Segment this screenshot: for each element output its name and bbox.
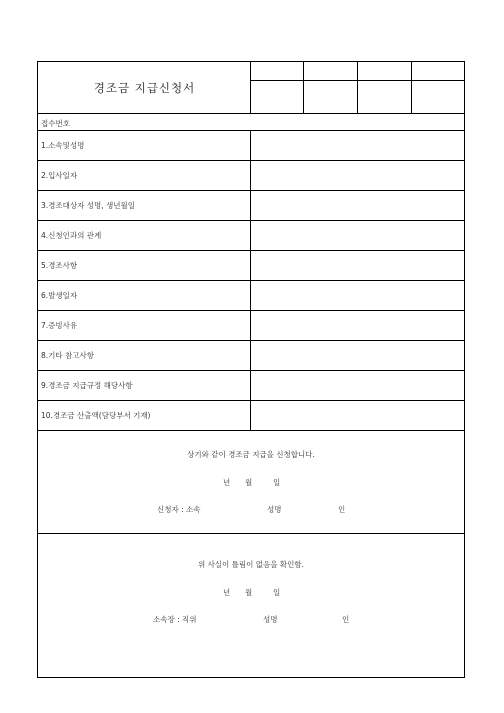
row-label-occurrence-date: 6.발생일자 [41, 291, 78, 300]
applicant-seal-mark: 인 [338, 505, 346, 514]
row-value-field[interactable] [254, 311, 462, 340]
row-label-amount: 10.경조금 산출액(담당부서 기재) [41, 411, 151, 420]
receipt-number-label: 접수번호 [41, 119, 70, 128]
approval-sign-cell[interactable] [304, 81, 357, 113]
row-value-field[interactable] [254, 371, 462, 400]
section-line [38, 533, 464, 534]
row-label-other-notes: 8.기타 참고사항 [41, 351, 95, 360]
confirmation-date-month: 월 [245, 588, 253, 597]
row-value-field[interactable] [254, 251, 462, 280]
row-value-field[interactable] [254, 221, 462, 250]
application-form [37, 61, 465, 678]
row-label-hire-date: 2.입사일자 [41, 171, 78, 180]
approval-cell[interactable] [412, 62, 464, 80]
row-line [38, 430, 464, 431]
row-label-regulation: 9.경조금 지급규정 해당사항 [41, 381, 133, 390]
form-title: 경조금 지급신청서 [93, 80, 196, 95]
confirmation-date-day: 일 [273, 588, 281, 597]
row-line [38, 113, 464, 114]
applicant-affiliation-label: 신청자 : 소속 [157, 505, 201, 514]
approval-cell[interactable] [304, 62, 357, 80]
row-label-evidence: 7.증빙사유 [41, 321, 78, 330]
approval-sign-cell[interactable] [251, 81, 303, 113]
row-value-field[interactable] [254, 401, 462, 430]
approval-cell[interactable] [251, 62, 303, 80]
row-label-event: 5.경조사항 [41, 261, 78, 270]
approval-sign-cell[interactable] [412, 81, 464, 113]
confirmation-statement: 위 사실이 틀림이 없음을 확인함. [197, 560, 305, 569]
row-label-recipient: 3.경조대상자 성명, 생년월일 [41, 201, 136, 210]
head-name-label: 성명 [263, 615, 278, 624]
application-date-month: 월 [245, 478, 253, 487]
applicant-name-label: 성명 [267, 505, 282, 514]
row-value-field[interactable] [254, 191, 462, 220]
approval-sign-cell[interactable] [358, 81, 411, 113]
application-date-day: 일 [273, 478, 281, 487]
row-value-field[interactable] [254, 161, 462, 190]
confirmation-date-year: 년 [223, 588, 231, 597]
row-value-field[interactable] [254, 131, 462, 160]
row-value-field[interactable] [254, 341, 462, 370]
head-position-label: 소속장 : 직위 [153, 615, 197, 624]
row-value-field[interactable] [254, 281, 462, 310]
row-label-affiliation-name: 1.소속및성명 [41, 141, 85, 150]
approval-cell[interactable] [358, 62, 411, 80]
head-seal-mark: 인 [342, 615, 350, 624]
application-date-year: 년 [223, 478, 231, 487]
application-statement: 상기와 같이 경조금 지급을 신청합니다. [187, 450, 315, 459]
row-label-relationship: 4.신청인과의 관계 [41, 231, 102, 240]
